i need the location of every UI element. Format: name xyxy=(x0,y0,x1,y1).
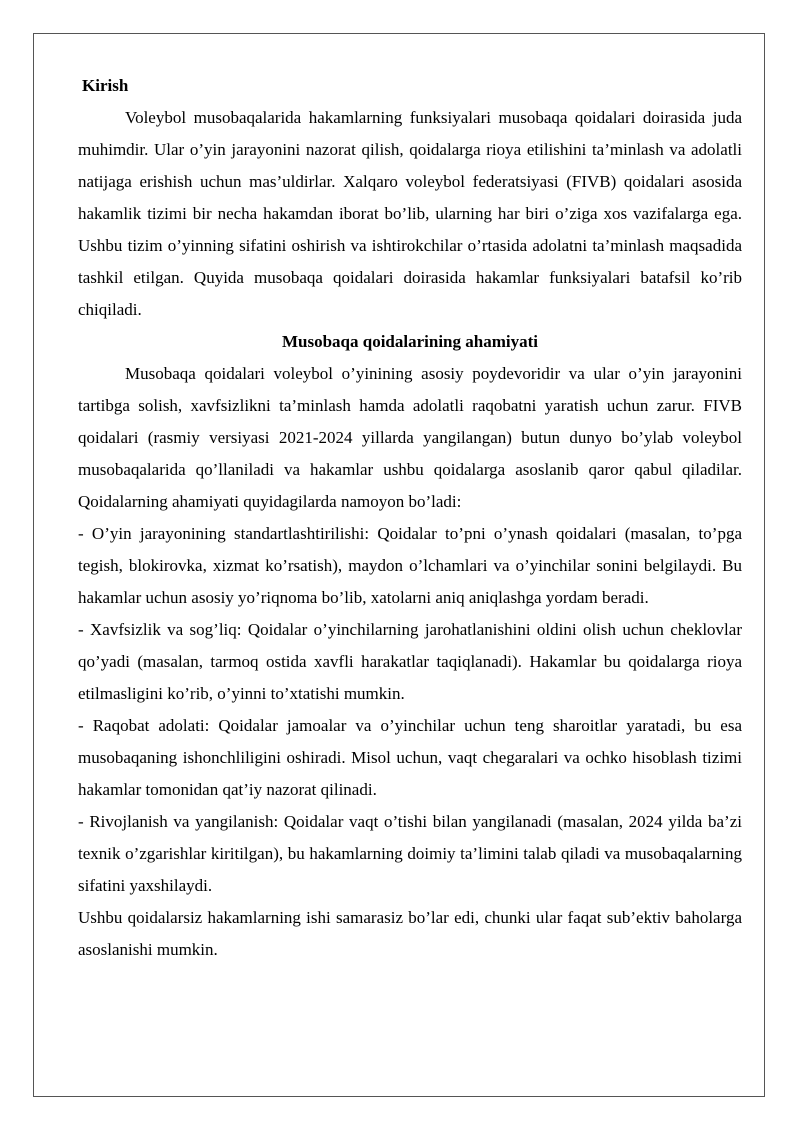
heading-intro: Kirish xyxy=(82,76,129,95)
document-body xyxy=(78,70,742,966)
list-item-safety: - Xavfsizlik va sog’liq: Qoidalar o’yinchilarning jarohatlanishini oldini olish uchun cheklovlar qo’yadi (masalan, tarmoq ostida xavfli harakatlar taqiqlanadi). Hakamlar bu qoidalarga rioya etilmasligini ko’rib, o’yinni to’xtatishi mumkin. xyxy=(78,620,742,703)
section-heading: Musobaqa qoidalarining ahamiyati xyxy=(281,332,538,351)
intro-paragraph: Voleybol musobaqalarida hakamlarning funksiyalari musobaqa qoidalari doirasida juda muhimdir. Ular o’yin jarayonini nazorat qilish, qoidalarga rioya etilishini ta’minlash va adolatli natijaga erishish uchun mas’uldirlar. Xalqaro voleybol federatsiyasi (FIVB) qoidalari asosida hakamlik tizimi bir necha hakamdan iborat bo’lib, ularning har biri o’ziga xos vazifalarga ega. Ushbu tizim o’yinning sifatini oshirish va ishtirokchilar o’rtasida adolatni ta’minlash maqsadida tashkil etilgan. Quyida musobaqa qoidalari doirasida hakamlar funksiyalari batafsil ko’rib chiqiladi. xyxy=(78,108,742,319)
section-paragraph: Musobaqa qoidalari voleybol o’yinining asosiy poydevoridir va ular o’yin jarayonini tartibga solish, xavfsizlikni ta’minlash hamda adolatli raqobatni yaratish uchun zarur. FIVB qoidalari (rasmiy versiyasi 2021-2024 yillarda yangilangan) butun dunyo bo’ylab voleybol musobaqalarida qo’llaniladi va hakamlar ushbu qoidalarga asoslanib qaror qabul qiladilar. Qoidalarning ahamiyati quyidagilarda namoyon bo’ladi: xyxy=(78,364,742,511)
closing-paragraph: Ushbu qoidalarsiz hakamlarning ishi samarasiz bo’lar edi, chunki ular faqat sub’ektiv baholarga asoslanishi mumkin. xyxy=(78,908,742,959)
list-item-fairness: - Raqobat adolati: Qoidalar jamoalar va o’yinchilar uchun teng sharoitlar yaratadi, bu esa musobaqaning ishonchliligini oshiradi. Misol uchun, vaqt chegaralari va ochko hisoblash tizimi hakamlar tomonidan qat’iy nazorat qilinadi. xyxy=(78,716,742,799)
list-item-development: - Rivojlanish va yangilanish: Qoidalar vaqt o’tishi bilan yangilanadi (masalan, 2024 yilda ba’zi texnik o’zgarishlar kiritilgan), bu hakamlarning doimiy ta’limini talab qiladi va musobaqalarning sifatini yaxshilaydi. xyxy=(78,812,742,895)
list-item-standardization: - O’yin jarayonining standartlashtirilishi: Qoidalar to’pni o’ynash qoidalari (masalan, to’pga tegish, blokirovka, xizmat ko’rsatish), maydon o’lchamlari va o’yinchilar sonini belgilaydi. Bu hakamlar uchun asosiy yo’riqnoma bo’lib, xatolarni aniq aniqlashga yordam beradi. xyxy=(78,524,742,607)
